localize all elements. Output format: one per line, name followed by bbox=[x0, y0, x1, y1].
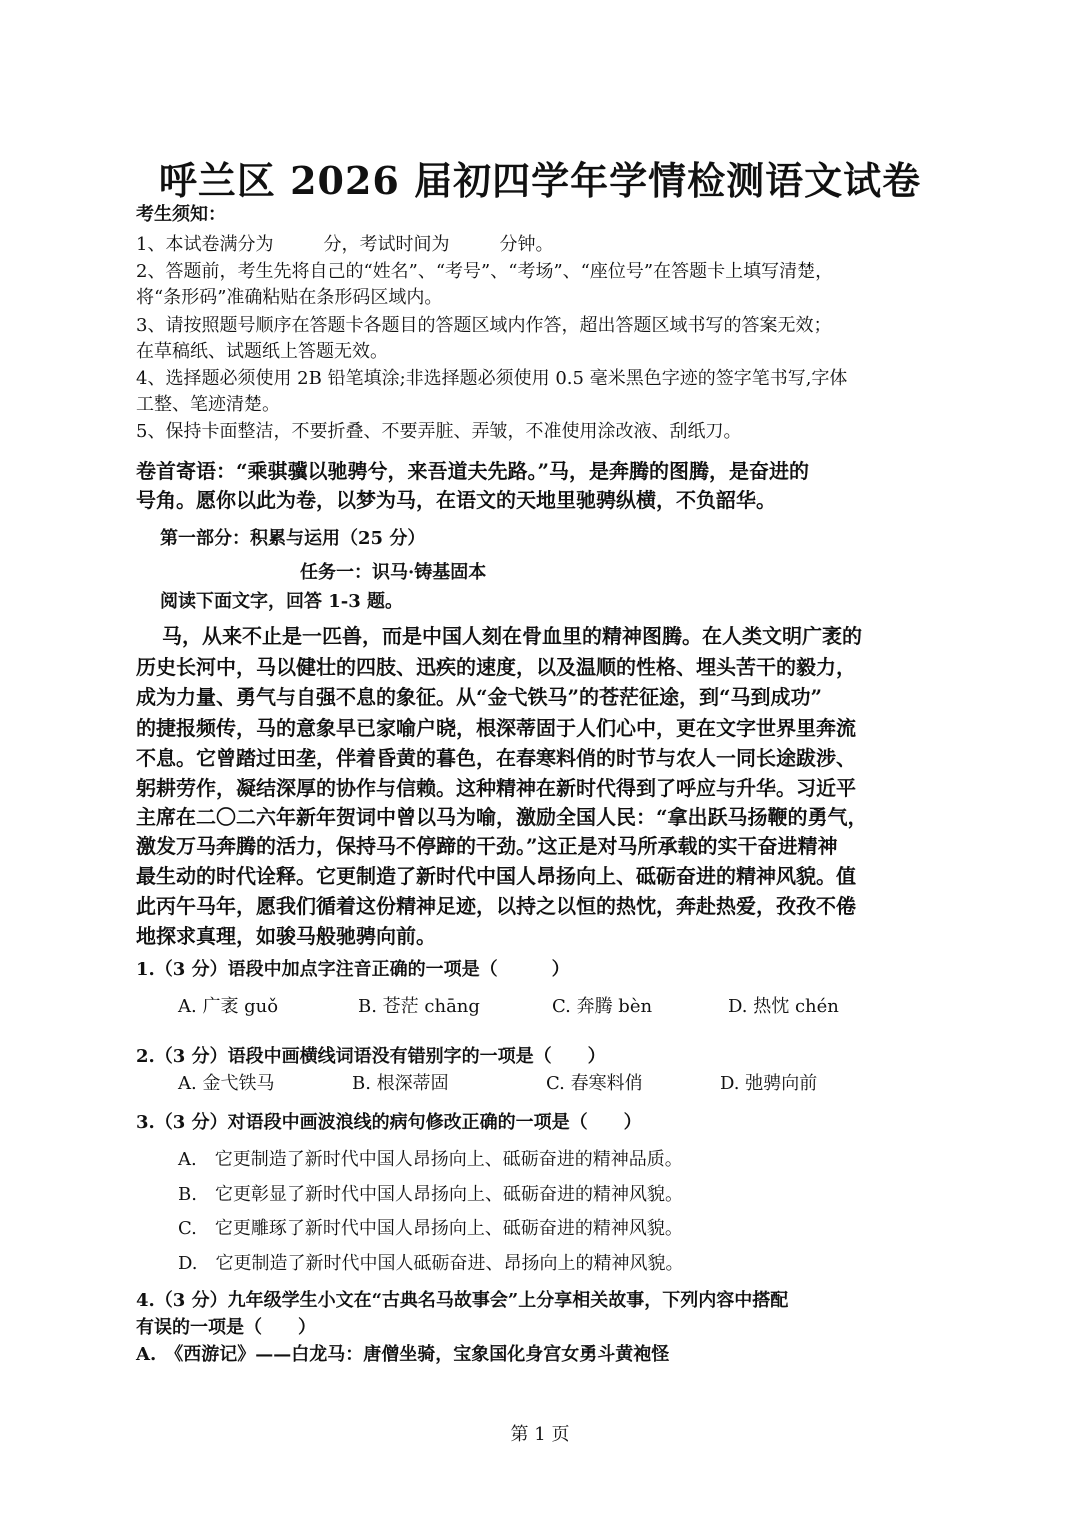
passage-line-2: 历史长河中，马以健壮的四肢、迅疾的速度，以及温顺的性格、埋头苦干的毅力， bbox=[136, 655, 856, 679]
notice-line-2: 2、答题前，考生先将自己的“姓名”、“考号”、“考场”、“座位号”在答题卡上填写清楚， bbox=[136, 261, 834, 282]
q2-stem: 2.（3 分）语段中画横线词语没有错别字的一项是（ ） bbox=[136, 1046, 606, 1067]
q4-stem-line-1: 4.（3 分）九年级学生小文在“古典名马故事会”上分享相关故事，下列内容中搭配 bbox=[136, 1290, 789, 1311]
q3-option-c: C. 它更雕琢了新时代中国人昂扬向上、砥砺奋进的精神风貌。 bbox=[178, 1218, 683, 1239]
notice-line-1 bbox=[136, 230, 553, 256]
notice-line-1c: 分钟。 bbox=[499, 234, 554, 255]
passage-line-11: 地探求真理，如骏马般驰骋向前。 bbox=[136, 924, 436, 948]
q1-option-b: B. 苍茫 chāng bbox=[358, 996, 480, 1017]
q3-option-b: B. 它更彰显了新时代中国人昂扬向上、砥砺奋进的精神风貌。 bbox=[178, 1184, 683, 1205]
passage-line-8: 激发万马奔腾的活力，保持马不停蹄的干劲。”这正是对马所承载的实干奋进精神 bbox=[136, 834, 838, 858]
notice-heading: 考生须知： bbox=[136, 204, 226, 225]
q2-option-b: B. 根深蒂固 bbox=[352, 1073, 449, 1094]
passage-line-7: 主席在二〇二六年新年贺词中曾以马为喻，激励全国人民：“拿出跃马扬鞭的勇气， bbox=[136, 805, 868, 829]
notice-line-7: 工整、笔迹清楚。 bbox=[136, 394, 280, 415]
passage-line-1: 马，从来不止是一匹兽，而是中国人刻在骨血里的精神图腾。在人类文明广袤的 bbox=[162, 624, 862, 648]
passage-line-9: 最生动的时代诠释。它更制造了新时代中国人昂扬向上、砥砺奋进的精神风貌。值 bbox=[136, 864, 856, 888]
q1-stem: 1.（3 分）语段中加点字注音正确的一项是（ ） bbox=[136, 959, 570, 980]
q1-option-c: C. 奔腾 bèn bbox=[552, 996, 653, 1017]
q2-option-a: A. 金弋铁马 bbox=[178, 1073, 275, 1094]
passage-line-6: 躬耕劳作，凝结深厚的协作与信赖。这种精神在新时代得到了呼应与升华。习近平 bbox=[136, 776, 856, 800]
passage-line-5: 不息。它曾踏过田垄，伴着昏黄的暮色，在春寒料俏的时节与农人一同长途跋涉、 bbox=[136, 746, 856, 770]
notice-line-6: 4、选择题必须使用 2B 铅笔填涂;非选择题必须使用 0.5 毫米黑色字迹的签字笔书写,字体 bbox=[136, 368, 848, 389]
passage-line-3: 成为力量、勇气与自强不息的象征。从“金弋铁马”的苍茫征途，到“马到成功” bbox=[136, 685, 823, 709]
page-number: 第 1 页 bbox=[510, 1424, 570, 1445]
motto-line-1: 卷首寄语：“乘骐骥以驰骋兮，来吾道夫先路。”马，是奔腾的图腾，是奋进的 bbox=[136, 459, 810, 483]
q3-stem: 3.（3 分）对语段中画波浪线的病句修改正确的一项是（ ） bbox=[136, 1112, 642, 1133]
q1-option-d: D. 热忱 chén bbox=[728, 996, 839, 1017]
passage-line-10: 此丙午马年，愿我们循着这份精神足迹，以持之以恒的热忱，奔赴热爱，孜孜不倦 bbox=[136, 894, 856, 918]
notice-line-4: 3、请按照题号顺序在答题卡各题目的答题区域内作答，超出答题区域书写的答案无效； bbox=[136, 315, 832, 336]
passage-line-4: 的捷报频传，马的意象早已家喻户晓，根深蒂固于人们心中，更在文字世界里奔流 bbox=[136, 716, 856, 740]
q4-option-a: A. 《西游记》——白龙马：唐僧坐骑，宝象国化身宫女勇斗黄袍怪 bbox=[136, 1344, 670, 1365]
notice-line-1b: 分，考试时间为 bbox=[323, 234, 450, 255]
q2-option-d: D. 弛骋向前 bbox=[720, 1073, 818, 1094]
q2-option-c: C. 春寒料俏 bbox=[546, 1073, 643, 1094]
q1-option-a: A. 广袤 guǒ bbox=[178, 996, 279, 1017]
notice-line-8: 5、保持卡面整洁，不要折叠、不要弄脏、弄皱，不准使用涂改液、刮纸刀。 bbox=[136, 421, 742, 442]
q3-option-a: A. 它更制造了新时代中国人昂扬向上、砥砺奋进的精神品质。 bbox=[178, 1149, 683, 1170]
motto-line-2: 号角。愿你以此为卷，以梦为马，在语文的天地里驰骋纵横，不负韶华。 bbox=[136, 488, 776, 512]
part1-heading: 第一部分：积累与运用（25 分） bbox=[160, 528, 426, 549]
notice-line-5: 在草稿纸、试题纸上答题无效。 bbox=[136, 341, 388, 362]
notice-line-3: 将“条形码”准确粘贴在条形码区域内。 bbox=[136, 287, 443, 308]
page-title: 呼兰区 2026 届初四学年学情检测语文试卷 bbox=[158, 158, 922, 203]
task1-heading: 任务一：识马·铸基固本 bbox=[300, 562, 487, 583]
reading-instruction: 阅读下面文字，回答 1-3 题。 bbox=[160, 591, 404, 612]
q3-option-d: D. 它更制造了新时代中国人砥砺奋进、昂扬向上的精神风貌。 bbox=[178, 1253, 684, 1274]
q4-stem-line-2: 有误的一项是（ ） bbox=[136, 1317, 316, 1338]
notice-line-1a: 1、本试卷满分为 bbox=[136, 234, 274, 255]
